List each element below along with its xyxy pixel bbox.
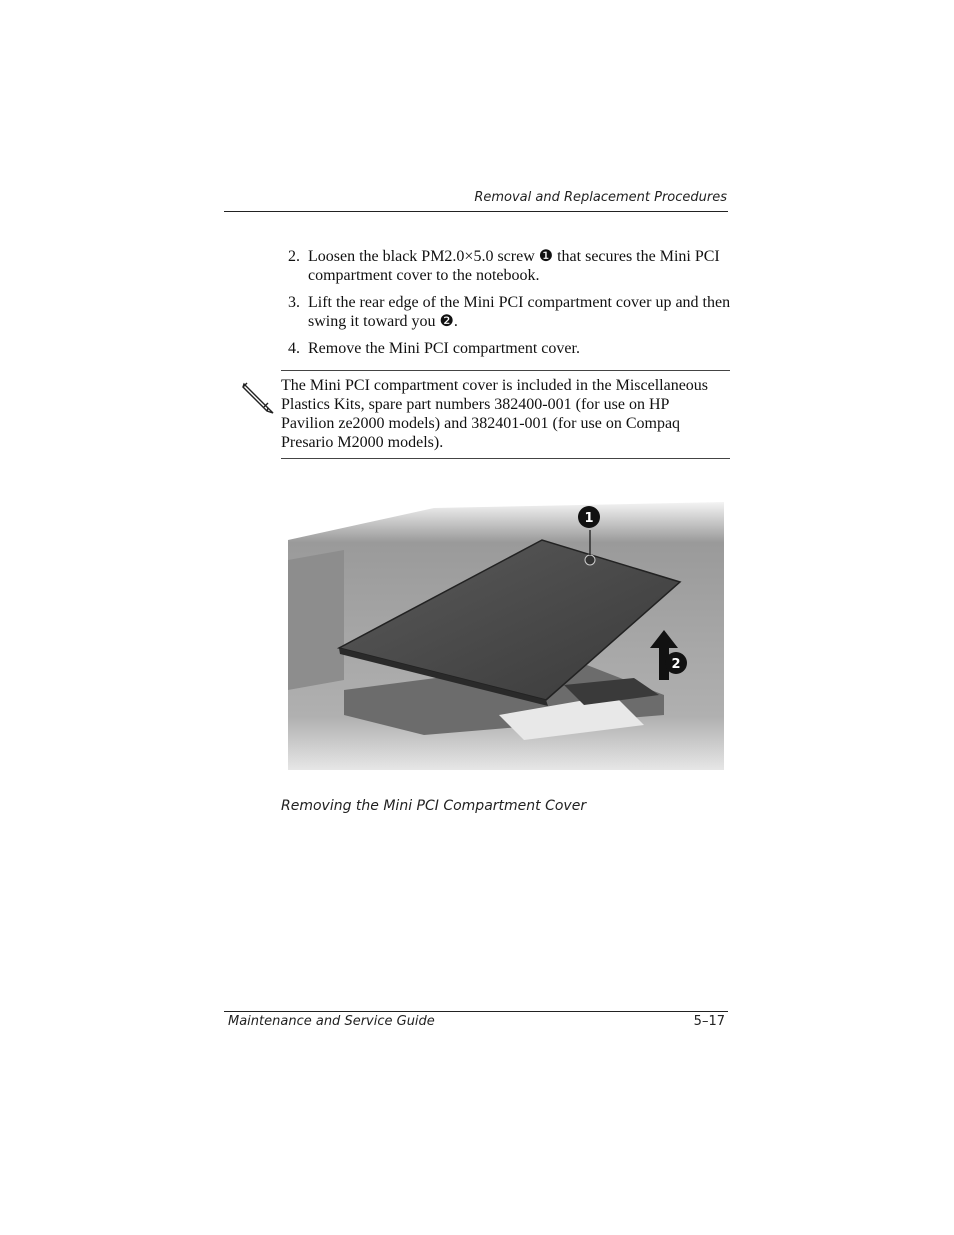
pencil-note-icon [240,380,276,416]
page-number: 5–17 [693,1014,725,1029]
header-rule [224,211,728,212]
step-item [288,247,733,285]
figure-caption: Removing the Mini PCI Compartment Cover [281,798,587,814]
step-number: 2. [288,248,300,265]
step-text: Remove the Mini PCI compartment cover. [308,340,580,357]
step-item [288,339,733,358]
step-text: Loosen the black PM2.0×5.0 screw ❶ that secures the Mini PCI compartment cover to the notebook. [308,248,720,284]
step-item [288,293,733,331]
step-number: 4. [288,340,300,357]
note-bottom-rule [281,458,730,459]
note-top-rule [281,370,730,371]
screw-icon [585,555,595,565]
footer-rule [224,1011,728,1012]
step-number: 3. [288,294,300,311]
step-text: Lift the rear edge of the Mini PCI compartment cover up and then swing it toward you ❷. [308,294,731,330]
procedure-steps [288,247,733,366]
footer-guide-title: Maintenance and Service Guide [228,1014,435,1029]
running-header: Removal and Replacement Procedures [474,190,727,205]
chassis-side [288,550,344,690]
mini-pci-cover-illustration [284,500,724,775]
note-text: The Mini PCI compartment cover is included in the Miscellaneous Plastics Kits, spare part numbers 382400-001 (for use on HP Pavilion ze2000 models) and 382401-001 (for use on Compaq Presario M2000 models). [281,377,709,451]
callout-1-label: 1 [584,511,594,526]
callout-2-label: 2 [671,657,681,672]
